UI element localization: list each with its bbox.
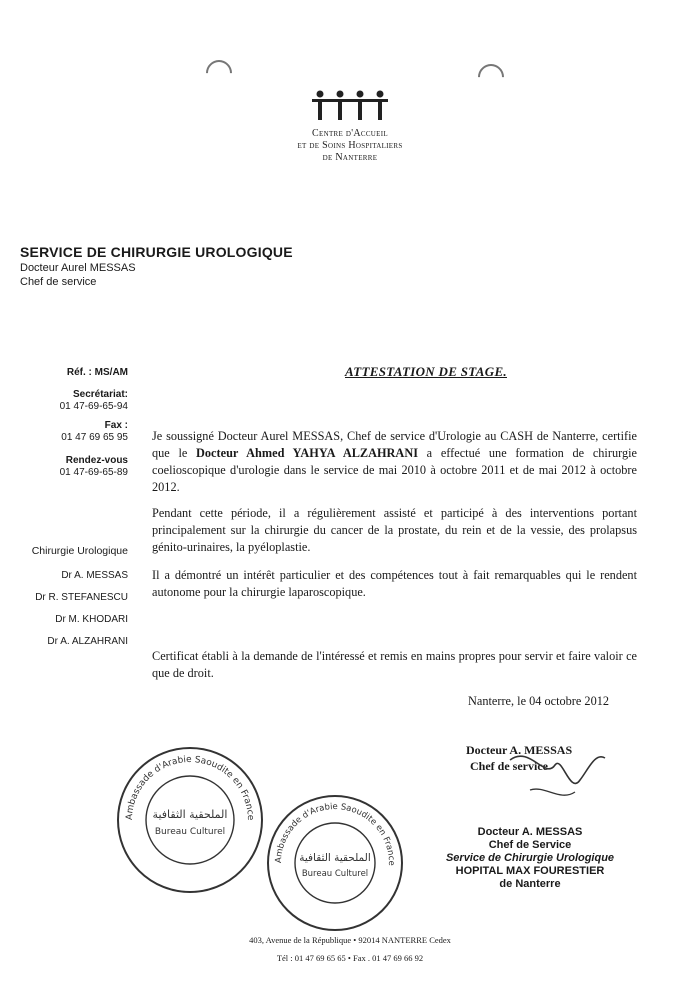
seal-ring-text: Ambassade d'Arabie Saoudite en France	[124, 754, 256, 821]
punch-hole-right	[473, 59, 510, 96]
paragraph-1-start: Je soussigné Docteur Aurel MESSAS, Chef de service d'Urologie au CASH de Nanterre, certifie que le	[152, 429, 637, 460]
stamp-line-4: HOPITAL MAX FOURESTIER	[455, 865, 605, 877]
secretariat-phone: 01 47-69-65-94	[59, 401, 128, 412]
stamp-line-3: Service de Chirurgie Urologique	[445, 852, 615, 864]
punch-hole-left	[201, 55, 238, 92]
paragraph-1-end: a effectué une formation de chirurgie coelioscopique d'urologie dans le service de mai 2010 à octobre 2011 et de mai 2012 à octobre 2012.	[152, 446, 637, 494]
seal-arabic-label: الملحقية الثقافية	[152, 808, 228, 821]
stamp-line-1: Docteur A. MESSAS	[477, 826, 583, 838]
reference	[67, 367, 128, 379]
fax-label: Fax :	[104, 420, 128, 431]
secretariat-label: Secrétariat:	[72, 389, 128, 400]
handwritten-signature	[500, 740, 610, 810]
rdv-phone: 01 47-69-65-89	[59, 467, 128, 478]
people-logo-icon	[310, 88, 390, 124]
embassy-seal-right	[260, 788, 410, 938]
secretariat	[60, 389, 128, 413]
embassy-seal-left	[110, 740, 270, 900]
service-title: SERVICE DE CHIRURGIE UROLOGIQUE	[20, 244, 293, 260]
paragraph-3: Il a démontré un intérêt particulier et des compétences tout à fait remarquables qui le rendent autonome pour la chirurgie laparoscopique.	[152, 568, 637, 599]
seal-center-label: Bureau Culturel	[154, 827, 226, 837]
document-title: ATTESTATION DE STAGE.	[345, 364, 507, 379]
logo-line-2: et de Soins Hospitaliers	[297, 140, 403, 151]
service-doctor: Docteur Aurel MESSAS	[20, 262, 136, 274]
stamp-line-2: Chef de Service	[488, 839, 572, 851]
staff-member: Dr A. ALZAHRANI	[47, 636, 128, 647]
rdv-label: Rendez-vous	[65, 455, 128, 466]
staff-title: Chirurgie Urologique	[31, 545, 128, 557]
service-stamp	[430, 826, 630, 891]
staff-member: Dr A. MESSAS	[61, 570, 128, 581]
reference-label: Réf. : MS/AM	[66, 367, 128, 378]
footer-phones: Tél : 01 47 69 65 65 • Fax . 01 47 69 66 92	[276, 953, 424, 963]
staff-member: Dr M. KHODARI	[55, 614, 128, 625]
logo-line-1: Centre d'Accueil	[312, 128, 388, 139]
signature-name: Docteur A. MESSAS	[466, 743, 573, 757]
fax-phone: 01 47 69 65 95	[61, 432, 128, 443]
rendez-vous	[60, 455, 128, 479]
paragraph-2: Pendant cette période, il a régulièrement assisté et participé à des interventions portant principalement sur la chirurgie du cancer de la prostate, du rein et de la vessie, des prolapsus génito-urinaires, la pyéloplastie.	[152, 506, 637, 554]
seal-ring-text: Ambassade d'Arabie Saoudite en France	[273, 801, 397, 866]
paragraph-4: Certificat établi à la demande de l'intéressé et remis en mains propres pour servir et faire valoir ce que de droit.	[152, 649, 637, 680]
signature-role: Chef de service	[470, 759, 548, 773]
service-role: Chef de service	[20, 276, 97, 288]
seal-center-label: Bureau Culturel	[301, 869, 369, 879]
staff-member: Dr R. STEFANESCU	[35, 592, 128, 603]
stamp-line-5: de Nanterre	[499, 878, 561, 890]
fax	[61, 420, 128, 444]
logo-line-3: de Nanterre	[322, 152, 378, 163]
footer-address: 403, Avenue de la République • 92014 NANTERRE Cedex	[249, 935, 451, 945]
candidate-name: Docteur Ahmed YAHYA ALZAHRANI	[196, 446, 418, 460]
paragraph-1	[152, 428, 637, 496]
seal-arabic-label: الملحقية الثقافية	[299, 852, 371, 864]
hospital-logo	[270, 88, 430, 164]
document-date: Nanterre, le 04 octobre 2012	[468, 694, 610, 708]
